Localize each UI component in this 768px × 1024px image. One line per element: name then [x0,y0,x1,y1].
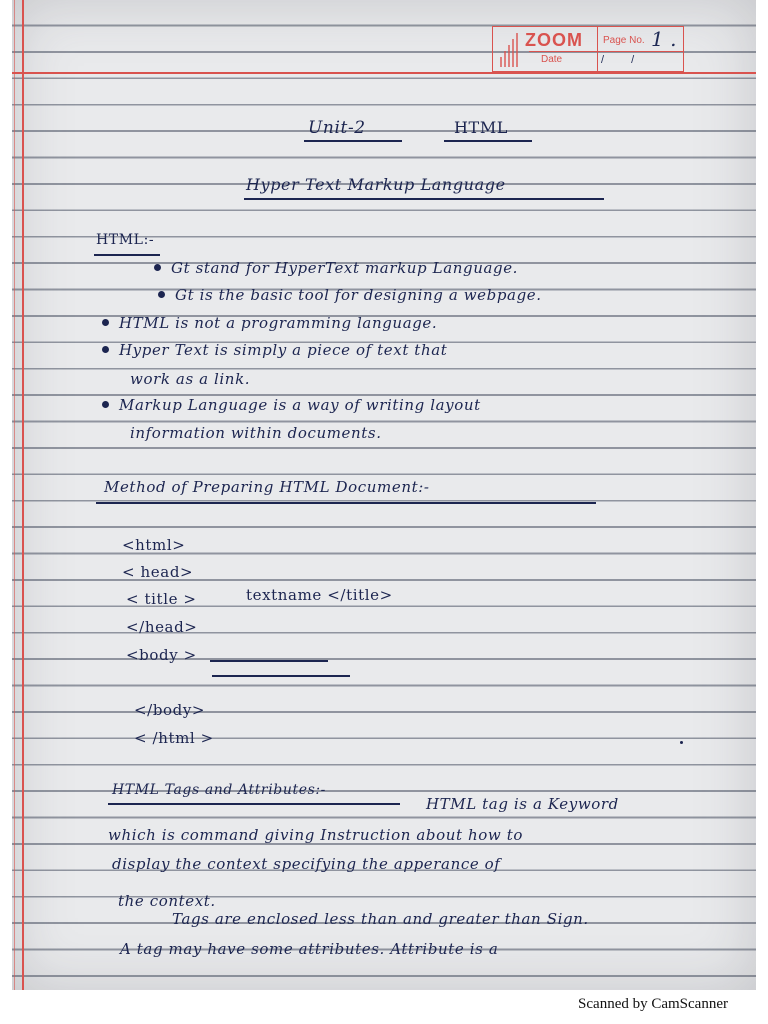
html-line-3: HTML is not a programming language. [102,314,437,332]
unit-underline [304,140,402,142]
page-no-label: Page No. [603,35,645,46]
method-heading-underline [96,502,596,504]
html-line-7: information within documents. [130,424,382,442]
html-line-4: Hyper Text is simply a piece of text that [102,341,447,359]
code-body-open: <body > [126,646,197,664]
left-margin-line-outer [14,0,15,990]
html-heading-underline [94,254,160,256]
tags-heading-underline [108,803,400,805]
stray-dot [680,741,683,744]
code-head-close: </head> [126,618,198,636]
html-section-heading: HTML:- [96,232,155,248]
tags-line-4: the context. [118,892,216,910]
tags-section-heading: HTML Tags and Attributes:- [112,782,327,798]
html-line-1: Gt stand for HyperText markup Language. [154,259,518,277]
code-head-open: < head> [122,563,194,581]
tags-line-5: Tags are enclosed less than and greater than Sign. [172,910,589,928]
method-section-heading: Method of Preparing HTML Document:- [104,478,430,496]
html-line-5: work as a link. [130,370,251,388]
tags-line-3: display the context specifying the apperance of [112,855,501,873]
topic-title: HTML [454,118,509,137]
html-line-2: Gt is the basic tool for designing a webpage. [158,286,542,304]
tags-line-2: which is command giving Instruction about how to [108,826,523,844]
html-line-6: Markup Language is a way of writing layout [102,396,481,414]
code-body-close: </body> [134,701,206,719]
zoom-logo-icon [499,31,521,69]
subtitle-underline [244,198,604,200]
page-no-value: 1 . [651,27,677,51]
page-header-box [492,26,684,72]
tags-line-1: HTML tag is a Keyword [426,795,619,813]
code-html-close: < /html > [134,729,214,747]
date-value: / / [601,54,635,66]
topic-underline [444,140,532,142]
body-blank-line-2 [212,675,350,677]
page-subtitle: Hyper Text Markup Language [246,175,506,194]
body-blank-line-1 [210,660,328,662]
header-divider [597,27,598,71]
top-margin-line [12,72,756,74]
code-title-text: textname </title> [246,586,393,604]
tags-line-6: A tag may have some attributes. Attribute is a [120,940,499,958]
date-label: Date [541,54,563,65]
scanner-watermark: Scanned by CamScanner [578,996,728,1012]
notebook-page [12,0,756,990]
header-rule [529,51,683,52]
left-margin-line [22,0,24,990]
code-html-open: <html> [122,536,186,554]
brand-logo: ZOOM [525,30,583,50]
code-title-open: < title > [126,590,197,608]
unit-title: Unit-2 [308,118,366,138]
